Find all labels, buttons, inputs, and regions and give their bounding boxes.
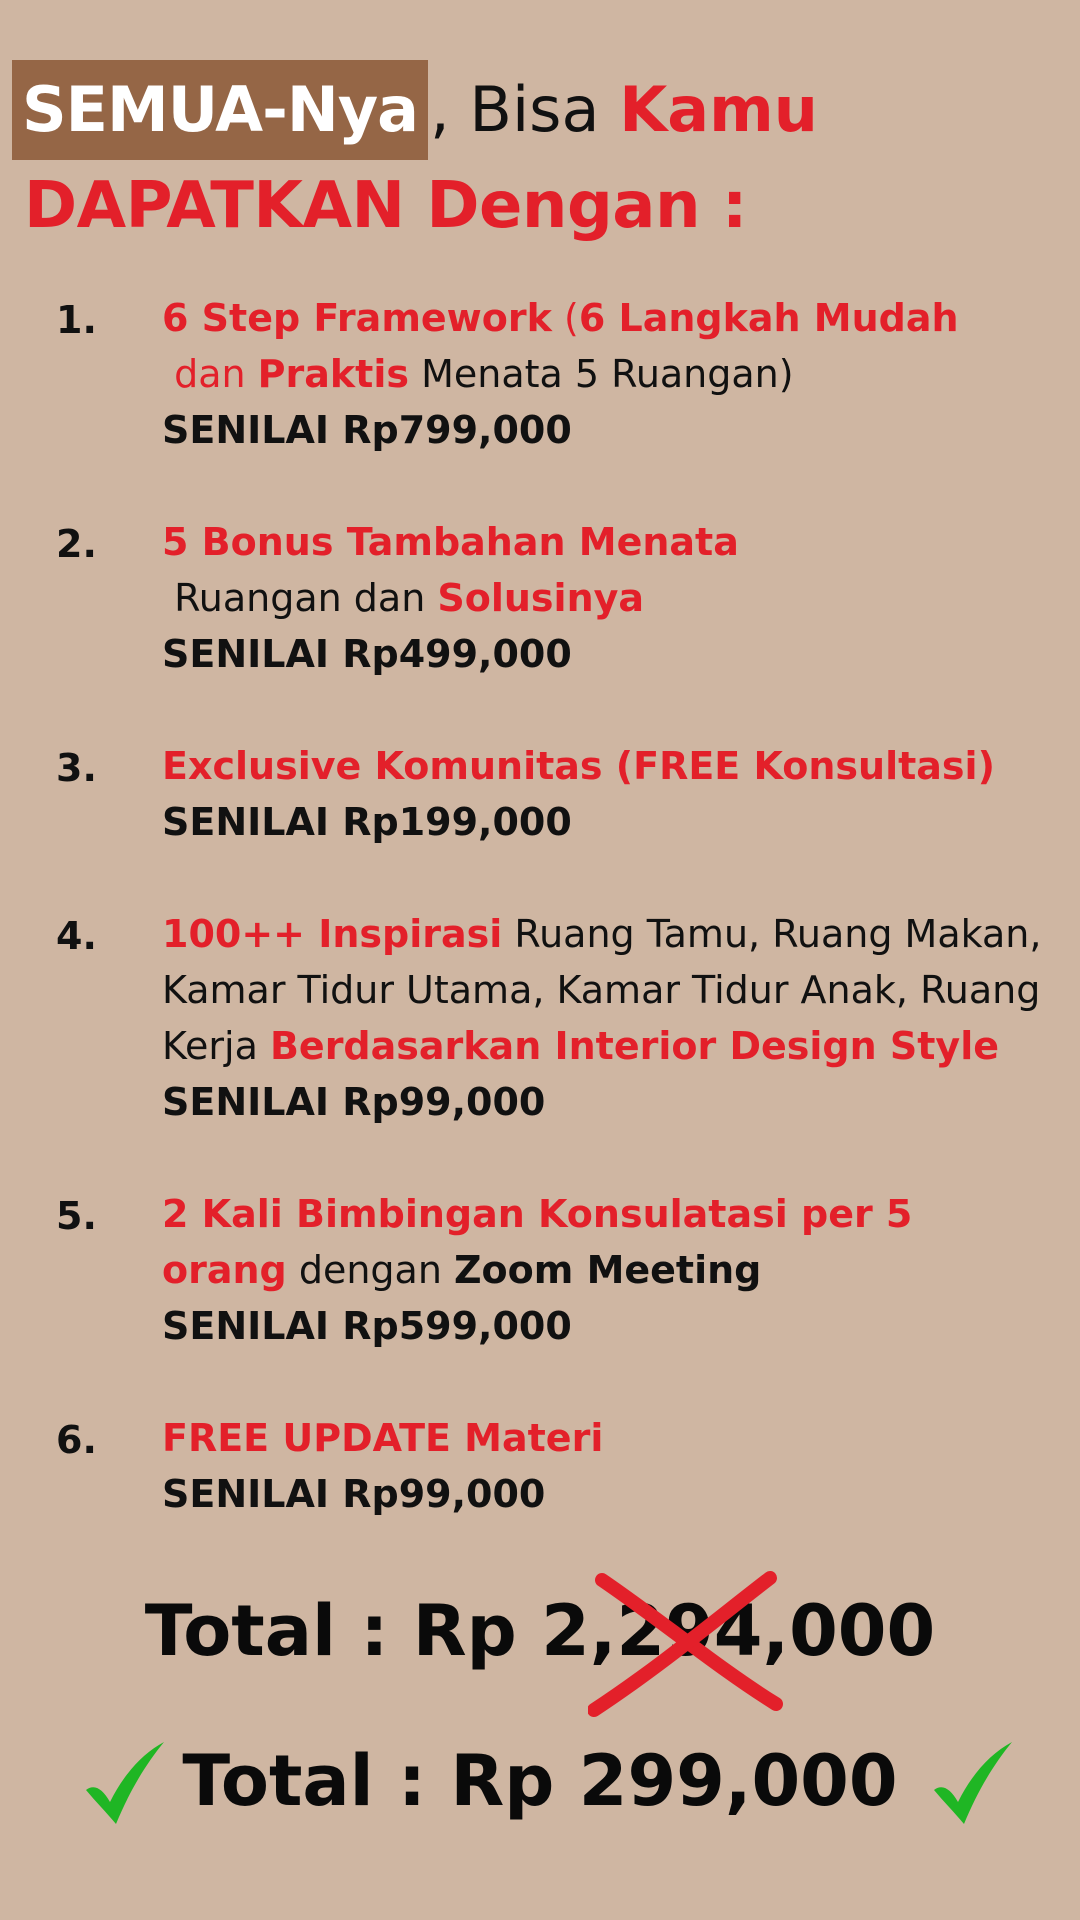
headline-line-1: [12, 60, 1072, 160]
item-number: 6.: [56, 1418, 97, 1462]
item-text: 6 Step Framework: [162, 296, 552, 340]
item-text: Praktis: [257, 352, 409, 396]
item-text: FREE UPDATE Materi: [162, 1416, 604, 1460]
item-description: [162, 1186, 1042, 1354]
item-text: 5 Bonus Tambahan Menata: [162, 520, 739, 564]
item-price: SENILAI Rp499,000: [162, 632, 572, 676]
headline-line-2: DAPATKAN Dengan :: [24, 169, 747, 243]
cross-mark-icon: [588, 1568, 788, 1718]
total-original-price: Total : Rp 2,294,000: [144, 1590, 936, 1672]
item-description: [162, 514, 1042, 682]
headline-red-word: Kamu: [619, 73, 818, 146]
item-price: SENILAI Rp799,000: [162, 408, 572, 452]
headline: [12, 60, 1072, 244]
item-description: [162, 738, 1042, 850]
item-number: 3.: [56, 746, 97, 790]
item-text: Ruangan dan: [162, 576, 438, 620]
item-text: dengan: [286, 1248, 454, 1292]
item-description: [162, 290, 1042, 458]
item-text: Solusinya: [437, 576, 645, 620]
check-mark-icon: [928, 1738, 1018, 1828]
item-number: 4.: [56, 914, 97, 958]
item-price: SENILAI Rp599,000: [162, 1304, 572, 1348]
headline-middle: Bisa: [449, 73, 620, 146]
item-number: 1.: [56, 298, 97, 342]
item-price: SENILAI Rp199,000: [162, 800, 572, 844]
item-number: 2.: [56, 522, 97, 566]
item-description: [162, 1410, 1042, 1522]
item-text: (: [551, 296, 579, 340]
item-description: [162, 906, 1054, 1130]
item-text: Menata 5 Ruangan): [408, 352, 794, 396]
item-text: 6 Langkah Mudah: [578, 296, 959, 340]
headline-highlight-box: SEMUA-Nya: [12, 60, 428, 160]
item-number: 5.: [56, 1194, 97, 1238]
item-text: Ruang Tamu, Ruang Makan, Kamar Tidur Utama, Kamar Tidur Anak, Ruang Kerja: [162, 912, 1054, 1068]
item-text: Berdasarkan Interior Design Style: [269, 1024, 999, 1068]
item-text: Exclusive Komunitas (FREE Konsultasi): [162, 744, 995, 788]
item-text: dan: [162, 352, 258, 396]
item-text: Zoom Meeting: [453, 1248, 762, 1292]
headline-comma: ,: [430, 73, 450, 146]
item-text: 2 Kali Bimbingan Konsulatasi per 5 orang: [162, 1192, 913, 1292]
item-price: SENILAI Rp99,000: [162, 1080, 546, 1124]
item-price: SENILAI Rp99,000: [162, 1472, 546, 1516]
total-discounted-price: Total : Rp 299,000: [182, 1740, 898, 1822]
item-text: 100++ Inspirasi: [162, 912, 503, 956]
